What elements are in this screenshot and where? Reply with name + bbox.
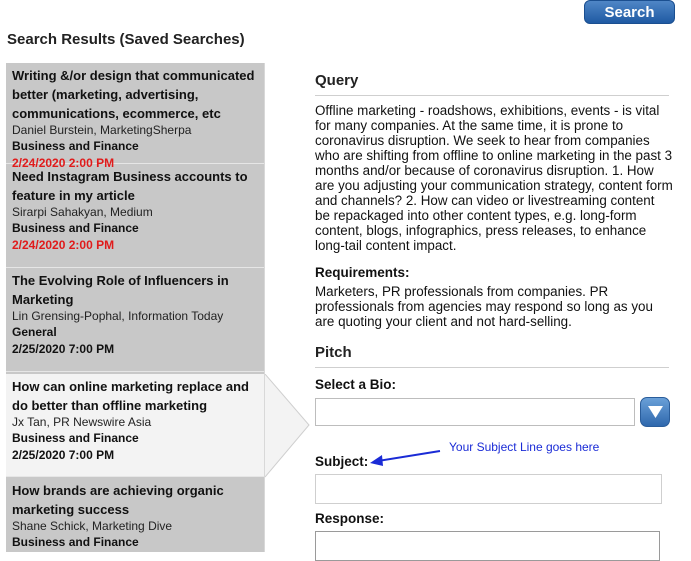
- result-title: How brands are achieving organic marketing success: [12, 483, 224, 517]
- requirements-label: Requirements:: [315, 265, 410, 280]
- result-date: 2/24/2020 2:00 PM: [12, 156, 115, 170]
- result-item-selected[interactable]: [6, 374, 265, 477]
- result-item[interactable]: [6, 268, 265, 372]
- result-item[interactable]: [6, 164, 265, 268]
- page-title: Search Results (Saved Searches): [7, 31, 245, 48]
- result-title: Writing &/or design that communicated better (marketing, advertising, communications, ecommerce, etc: [12, 68, 255, 121]
- chevron-down-icon: [648, 406, 663, 419]
- query-heading: Query: [315, 72, 359, 89]
- results-list: [6, 63, 265, 552]
- bio-dropdown-button[interactable]: [640, 397, 670, 427]
- result-author: Jx Tan, PR Newswire Asia: [12, 415, 152, 429]
- bio-label: Select a Bio:: [315, 377, 397, 392]
- result-item[interactable]: [6, 63, 265, 170]
- divider: [315, 367, 669, 368]
- result-category: General: [12, 325, 57, 339]
- panel-divider: [264, 63, 265, 552]
- result-title: Need Instagram Business accounts to feature in my article: [12, 169, 248, 203]
- result-author: Daniel Burstein, MarketingSherpa: [12, 123, 192, 137]
- result-category: Business and Finance: [12, 431, 139, 445]
- result-author: Sirarpi Sahakyan, Medium: [12, 205, 153, 219]
- result-author: Shane Schick, Marketing Dive: [12, 519, 173, 533]
- response-textarea[interactable]: [315, 531, 660, 561]
- result-title: The Evolving Role of Influencers in Marketing: [12, 273, 229, 307]
- result-date: 2/24/2020 2:00 PM: [12, 238, 115, 252]
- result-author: Lin Grensing-Pophal, Information Today: [12, 309, 224, 323]
- subject-annotation: Your Subject Line goes here: [449, 440, 600, 454]
- result-item[interactable]: [6, 478, 265, 552]
- search-button[interactable]: Search: [584, 0, 675, 24]
- result-date: 2/25/2020 7:00 PM: [12, 448, 115, 462]
- result-category: Business and Finance: [12, 139, 139, 153]
- requirements-text: Marketers, PR professionals from companies. PR professionals from agencies may respond so long as you are quoting your client and not hard-selling.: [315, 284, 653, 329]
- result-category: Business and Finance: [12, 535, 139, 549]
- query-text: Offline marketing - roadshows, exhibitions, events - is vital for many companies. At the same time, it is prone to coronavirus disruption. We seek to hear from companies who are shifting from offline to online marketing in the past 3 months and/or because of coronavirus disruption. 1. How are you adjusting your communication strategy, content form and channels? 2. How can video or livestreaming content be repackaged into other content types, e.g. long-form content, blogs, infographics, press releases, to enhance long-tail content impact.: [315, 103, 673, 253]
- subject-label: Subject:: [315, 454, 369, 469]
- result-category: Business and Finance: [12, 221, 139, 235]
- pitch-heading: Pitch: [315, 344, 352, 361]
- divider: [315, 95, 669, 96]
- result-date: 2/25/2020 7:00 PM: [12, 342, 115, 356]
- subject-input[interactable]: [315, 474, 662, 504]
- result-title: How can online marketing replace and do better than offline marketing: [12, 379, 249, 413]
- bio-select[interactable]: [315, 398, 635, 426]
- selection-pointer: [265, 374, 311, 478]
- response-label: Response:: [315, 511, 385, 526]
- arrow-icon: [368, 448, 442, 468]
